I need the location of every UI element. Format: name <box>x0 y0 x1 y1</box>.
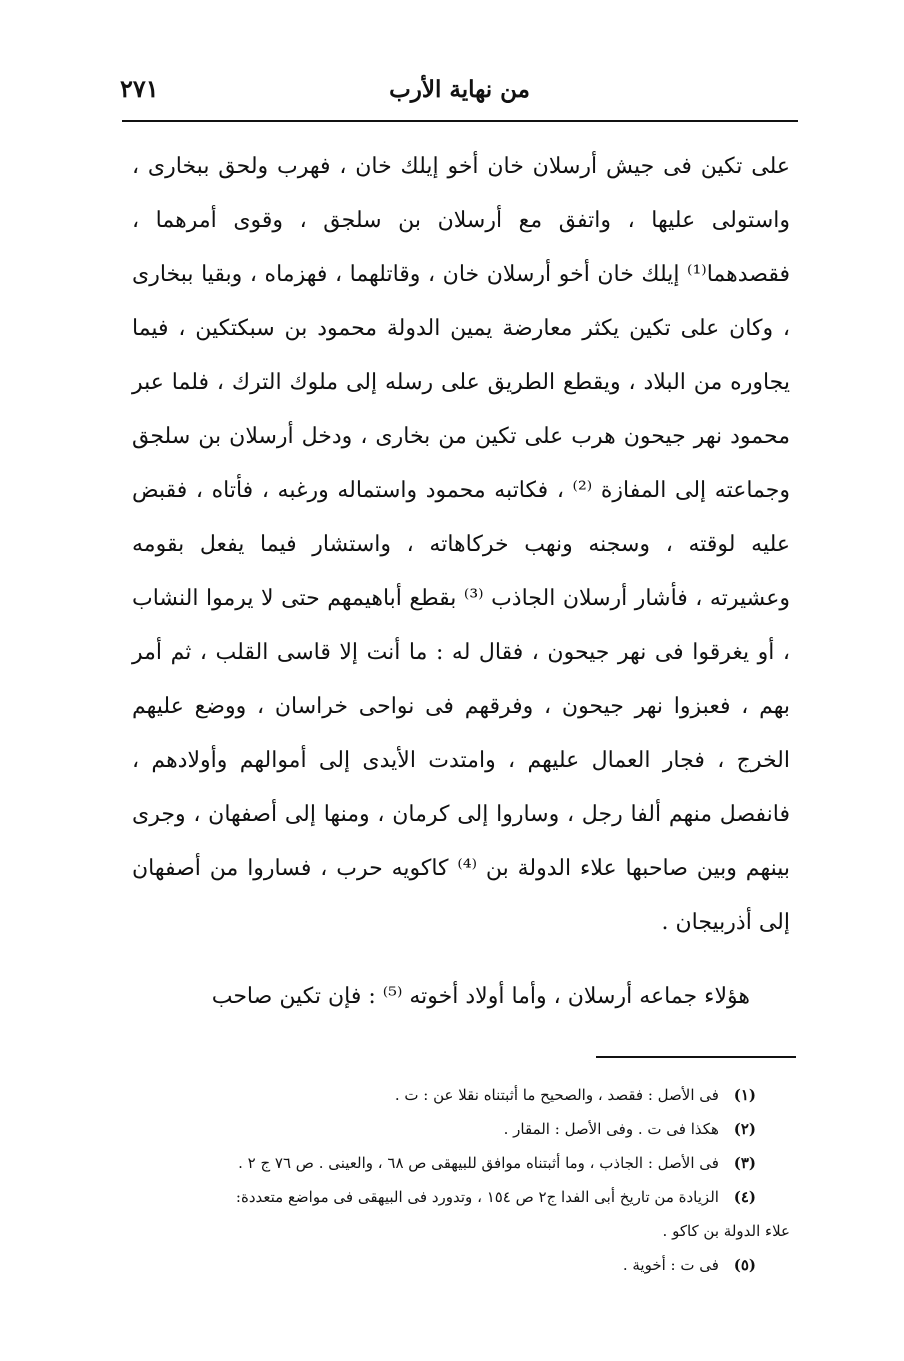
page-number: ٢٧١ <box>120 74 159 103</box>
page-header <box>120 72 800 112</box>
footnote-number: (٣) <box>733 1154 756 1172</box>
footnote-text: فى ت : أخوية . <box>622 1256 719 1274</box>
footnote-number: (٢) <box>733 1120 756 1138</box>
footnote-4-continuation <box>132 1214 790 1248</box>
main-text <box>132 140 790 1024</box>
footnote-number: (٤) <box>733 1188 756 1206</box>
footnote-number: (٥) <box>733 1256 756 1274</box>
header-rule <box>122 120 798 122</box>
paragraph-1: على تكين فى جيش أرسلان خان أخو إيلك خان ، فهرب ولحق ببخارى ، واستولى عليها ، واتفق مع أرسلان بن سلجق ، وقوى أمرهما ، فقصدهما⁽¹⁾ إيلك خان أخو أرسلان خان ، وقاتلهما ، فهزماه ، وبقيا ببخارى ، وكان على تكين يكثر معارضة يمين الدولة محمود بن سبكتكين ، فيما يجاوره من البلاد ، ويقطع الطريق على رسله إلى ملوك الترك ، فلما عبر محمود نهر جيحون هرب على تكين من بخارى ، ودخل أرسلان بن سلجق وجماعته إلى المفازة ⁽²⁾ ، فكاتبه محمود واستماله ورغبه ، فأتاه ، فقبض عليه لوقته ، وسجنه ونهب خركاهاته ، واستشار فيما يفعل بقومه وعشيرته ، فأشار أرسلان الجاذب ⁽³⁾ بقطع أباهيمهم حتى لا يرموا النشاب ، أو يغرقوا فى نهر جيحون ، فقال له : ما أنت إلا قاسى القلب ، ثم أمر بهم ، فعبزوا نهر جيحون ، وفرقهم فى نواحى خراسان ، ووضع عليهم الخرج ، فجار العمال عليهم ، وامتدت الأيدى إلى أموالهم وأولادهم ، فانفصل منهم ألفا رجل ، وساروا إلى كرمان ، ومنها إلى أصفهان ، وجرى بينهم وبين صاحبها علاء الدولة بن ⁽⁴⁾ كاكويه حرب ، فساروا من أصفهان إلى أذربيجان . <box>132 154 790 935</box>
footnote-1 <box>132 1078 790 1112</box>
footnote-text: علاء الدولة بن كاكو . <box>662 1222 790 1240</box>
footnotes <box>132 1078 790 1282</box>
footnote-4 <box>132 1180 790 1214</box>
footnote-2 <box>132 1112 790 1146</box>
footnote-3 <box>132 1146 790 1180</box>
footnote-rule <box>596 1056 796 1058</box>
footnote-text: فى الأصل : فقصد ، والصحيح ما أثبتناه نقلا عن : ت . <box>394 1086 719 1104</box>
footnote-text: الزيادة من تاريخ أبى الفدا ج٢ ص ١٥٤ ، وتدورد فى البيهقى فى مواضع متعددة: <box>235 1188 719 1206</box>
paragraph-2: هؤلاء جماعه أرسلان ، وأما أولاد أخوته ⁽⁵⁾ : فإن تكين صاحب <box>211 984 750 1009</box>
footnote-number: (١) <box>733 1086 756 1104</box>
footnote-5 <box>132 1248 790 1282</box>
footnote-text: هكذا فى ت . وفى الأصل : المقار . <box>503 1120 719 1138</box>
page-title: من نهاية الأرب <box>389 76 530 103</box>
footnote-text: فى الأصل : الجاذب ، وما أثبتناه موافق للبيهقى ص ٦٨ ، والعينى . ص ٧٦ ج ٢ . <box>238 1154 719 1172</box>
